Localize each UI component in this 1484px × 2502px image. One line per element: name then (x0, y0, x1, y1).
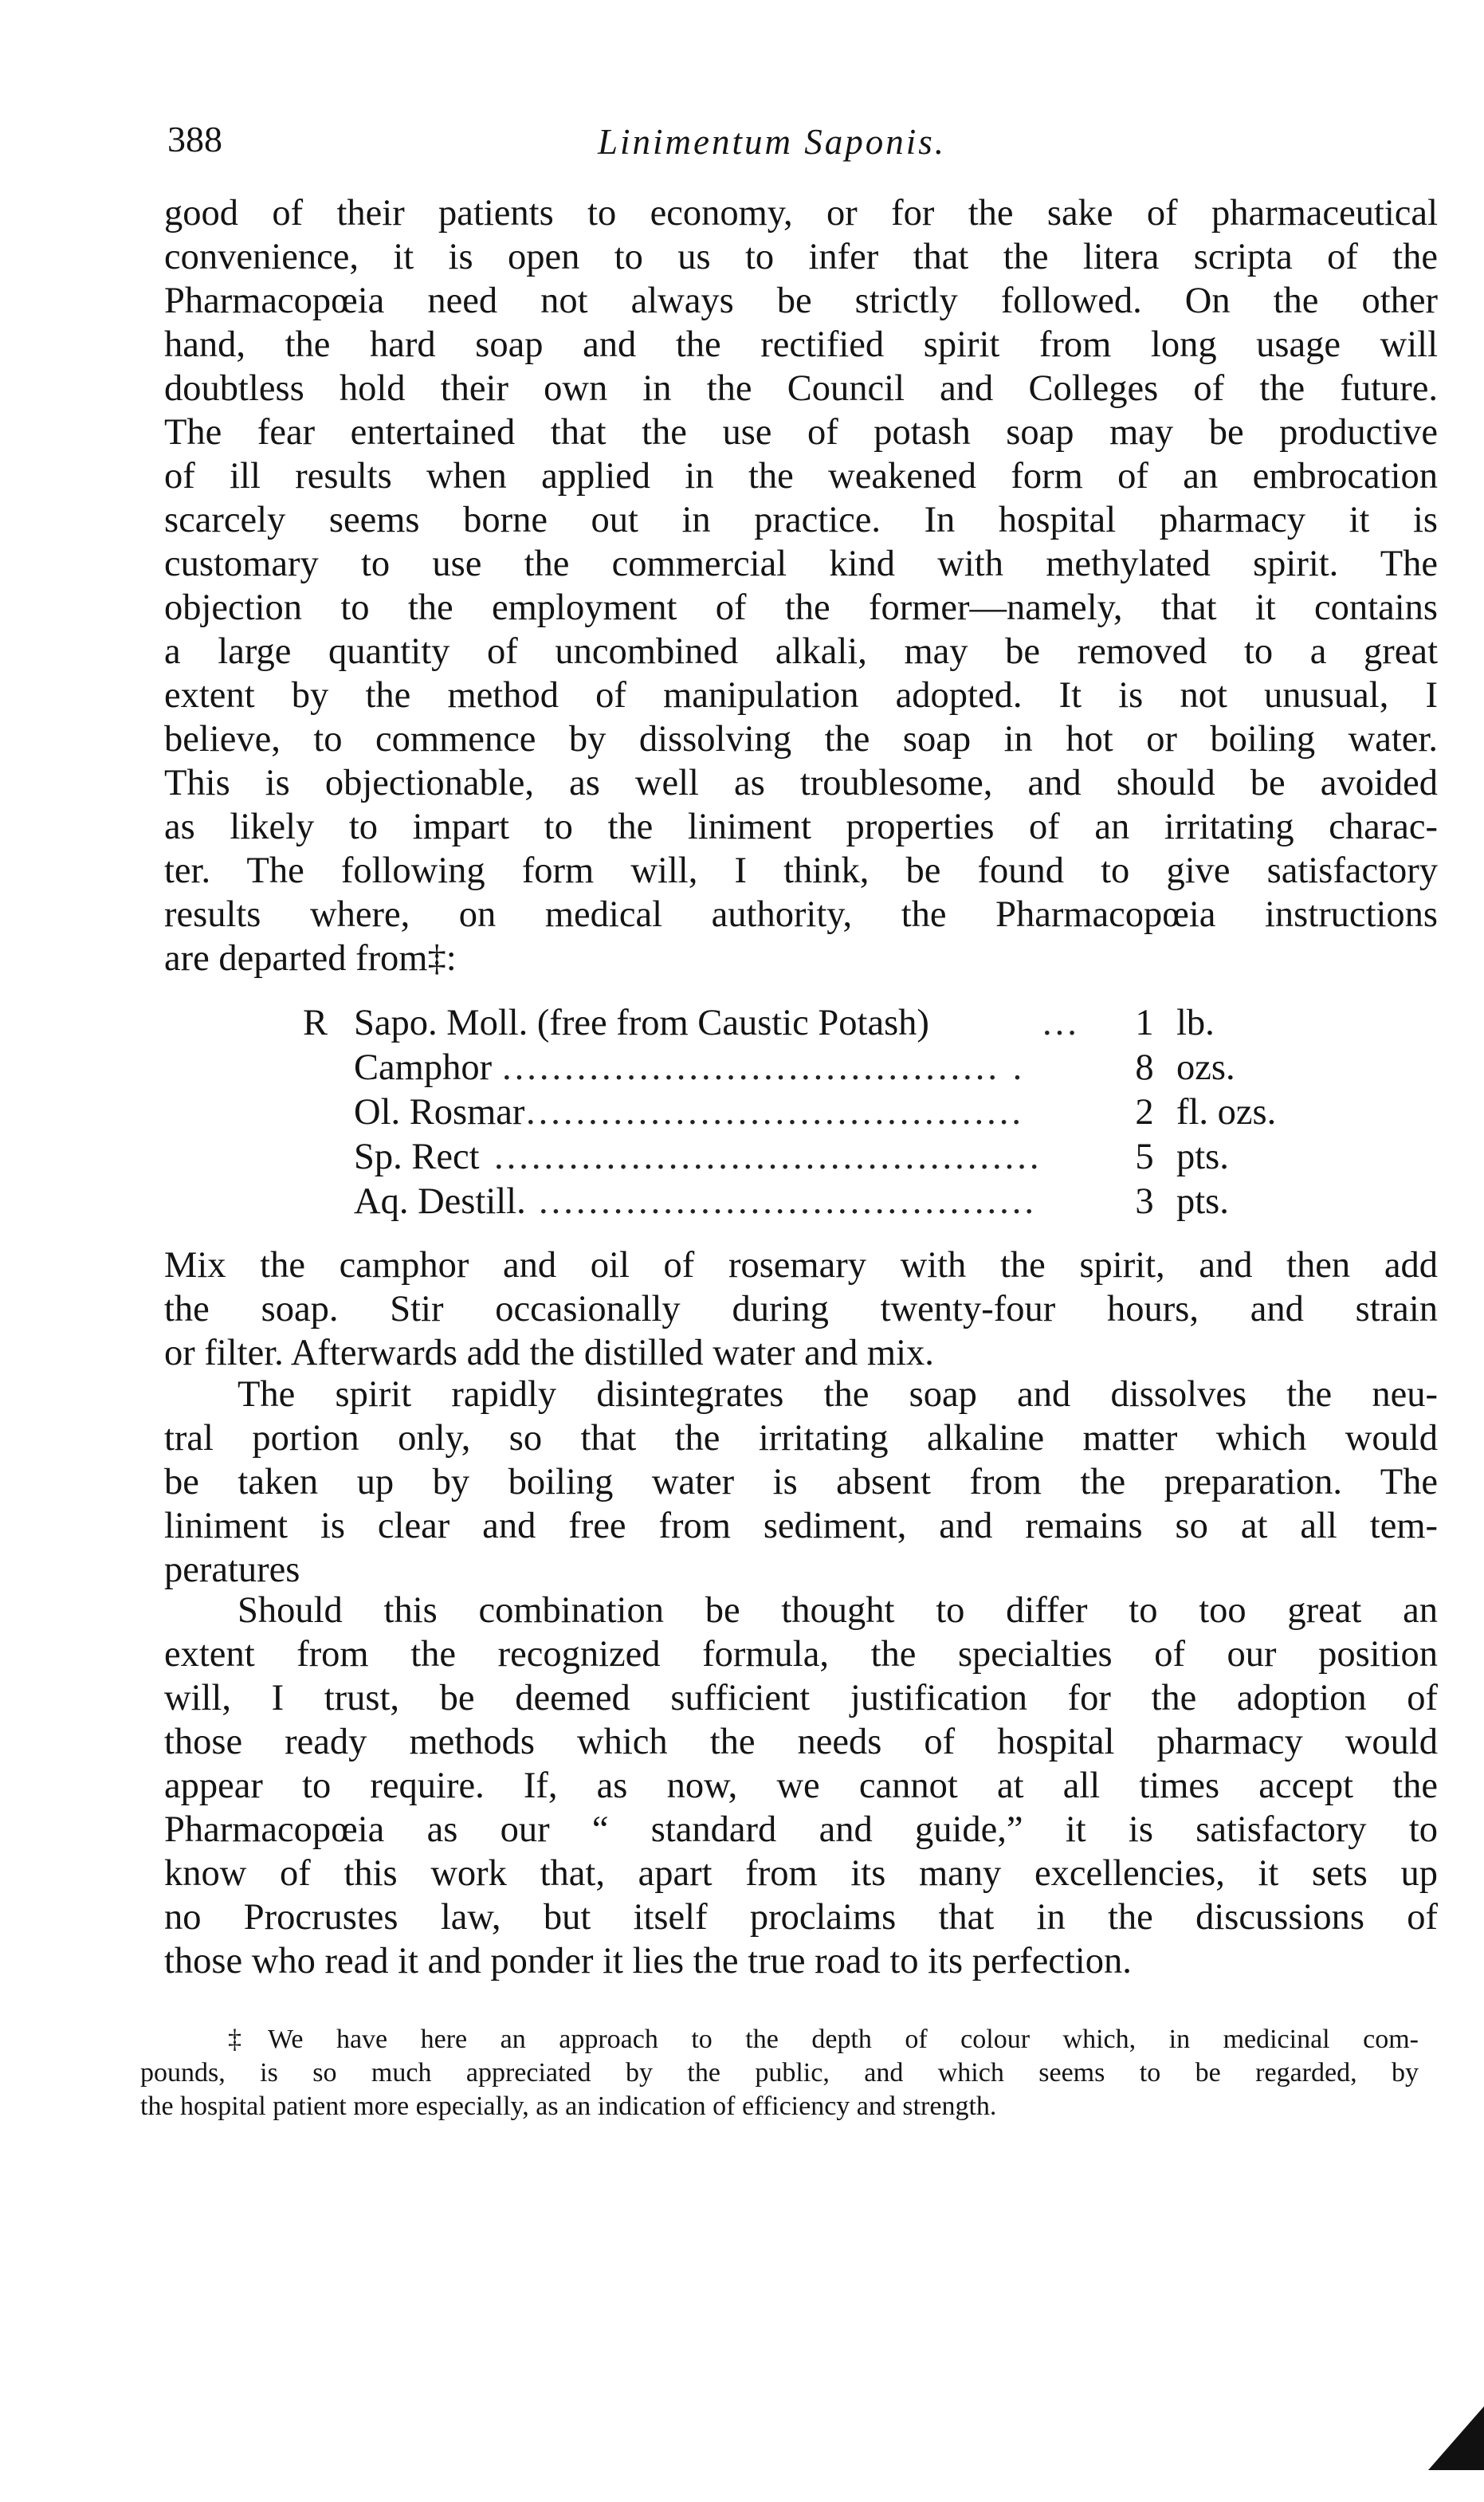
ingredient-name: Sapo. Moll. (free from Caustic Potash) (354, 1003, 929, 1043)
recipe-row (303, 1090, 1307, 1135)
text-line: peratures (164, 1550, 300, 1590)
recipe-row (303, 1046, 1307, 1090)
footnote-line: the hospital patient more especially, as an indication of efficiency and strength. (140, 2092, 997, 2121)
text-line: scarcely seems borne out in practice. In hospital pharmacy it is (164, 500, 1438, 540)
text-line: The fear entertained that the use of potash soap may be productive (164, 412, 1438, 453)
ingredient-name: Camphor (354, 1047, 493, 1088)
text-line: Pharmacopœia as our “ standard and guide,” it is satisfactory to (164, 1809, 1438, 1850)
text-line: ter. The following form will, I think, be found to give satisfactory (164, 850, 1438, 891)
text-line: those who read it and ponder it lies the true road to its perfection. (164, 1941, 1132, 1982)
recipe-row (303, 1001, 1307, 1046)
text-line: results where, on medical authority, the Pharmacopœia instructions (164, 894, 1438, 935)
ingredient-unit: fl. ozs. (1176, 1092, 1277, 1133)
paragraph-2 (164, 1243, 1438, 1375)
ingredient-quantity: 8 (1135, 1047, 1154, 1088)
text-line: believe, to commence by dissolving the soap in hot or boiling water. (164, 719, 1438, 760)
dot-leader: ........................................ (526, 1092, 1024, 1133)
dot-leader: ............................................ (494, 1137, 1042, 1177)
text-line: doubtless hold their own in the Council and Colleges of the future. (164, 368, 1438, 409)
ingredient-unit: ozs. (1176, 1047, 1235, 1088)
dot-leader: ........................................ . (502, 1047, 1026, 1088)
text-line: customary to use the commercial kind with methylated spirit. The (164, 544, 1438, 584)
text-line: a large quantity of uncombined alkali, may be removed to a great (164, 631, 1438, 672)
text-line: the soap. Stir occasionally during twenty-four hours, and strain (164, 1289, 1438, 1330)
page-corner-shadow (1428, 2406, 1484, 2470)
dot-leader: ........................................ (539, 1181, 1037, 1222)
ingredient-unit: pts. (1176, 1137, 1229, 1177)
text-line: good of their patients to economy, or for the sake of pharmaceutical (164, 193, 1438, 234)
paragraph-3 (164, 1373, 1438, 1592)
text-line: convenience, it is open to us to infer that the litera scripta of the (164, 237, 1438, 277)
recipe-row (303, 1135, 1307, 1180)
text-line: extent by the method of manipulation adopted. It is not unusual, I (164, 675, 1438, 716)
page-number: 388 (167, 119, 222, 159)
text-line: appear to require. If, as now, we cannot at all times accept the (164, 1766, 1438, 1806)
footnote-line: pounds, is so much appreciated by the public, and which seems to be regarded, by (140, 2058, 1419, 2088)
recipe-formula (303, 1001, 1307, 1224)
text-line: those ready methods which the needs of hospital pharmacy would (164, 1722, 1438, 1762)
page-header (167, 118, 1411, 174)
footnote (140, 2023, 1419, 2123)
ingredient-name: Sp. Rect (354, 1137, 480, 1177)
footnote-line: ‡We have here an approach to the depth of colour which, in medicinal com- (228, 2025, 1419, 2054)
running-title: Linimentum Saponis. (598, 122, 947, 162)
ingredient-unit: pts. (1176, 1181, 1229, 1222)
ingredient-name: Ol. Rosmar (354, 1092, 525, 1133)
ingredient-name: Aq. Destill. (354, 1181, 526, 1222)
text-line: will, I trust, be deemed sufficient justification for the adoption of (164, 1678, 1438, 1718)
text-line: of ill results when applied in the weakened form of an embrocation (164, 456, 1438, 497)
paragraph-1 (164, 191, 1438, 980)
text-line: be taken up by boiling water is absent from the preparation. The (164, 1462, 1438, 1502)
text-line: tral portion only, so that the irritating alkaline matter which would (164, 1418, 1438, 1459)
ingredient-unit: lb. (1176, 1003, 1215, 1043)
text-line: extent from the recognized formula, the specialties of our position (164, 1634, 1438, 1675)
text-line: no Procrustes law, but itself proclaims that in the discussions of (164, 1897, 1438, 1938)
text-line: Should this combination be thought to differ to too great an (238, 1590, 1438, 1631)
text-line: The spirit rapidly disintegrates the soap and dissolves the neu- (238, 1374, 1438, 1415)
text-line: hand, the hard soap and the rectified spirit from long usage will (164, 324, 1438, 365)
text-line: Mix the camphor and oil of rosemary with the spirit, and then add (164, 1245, 1438, 1286)
ingredient-quantity: 2 (1135, 1092, 1154, 1133)
text-line: or filter. Afterwards add the distilled water and mix. (164, 1333, 934, 1373)
ingredient-quantity: 3 (1135, 1181, 1154, 1222)
recipe-row (303, 1180, 1307, 1224)
dot-leader: ... (1042, 1003, 1080, 1043)
text-line: Pharmacopœia need not always be strictly followed. On the other (164, 281, 1438, 321)
text-line: liniment is clear and free from sediment, and remains so at all tem- (164, 1506, 1438, 1546)
ingredient-quantity: 5 (1135, 1137, 1154, 1177)
ingredient-quantity: 1 (1135, 1003, 1154, 1043)
paragraph-4 (164, 1589, 1438, 1983)
text-line: are departed from‡: (164, 938, 457, 979)
recipe-symbol: R (303, 1003, 328, 1043)
text-line: This is objectionable, as well as troublesome, and should be avoided (164, 763, 1438, 803)
text-line: know of this work that, apart from its many excellencies, it sets up (164, 1853, 1438, 1894)
text-line: as likely to impart to the liniment properties of an irritating charac- (164, 807, 1438, 847)
text-line: objection to the employment of the former—namely, that it contains (164, 587, 1438, 628)
